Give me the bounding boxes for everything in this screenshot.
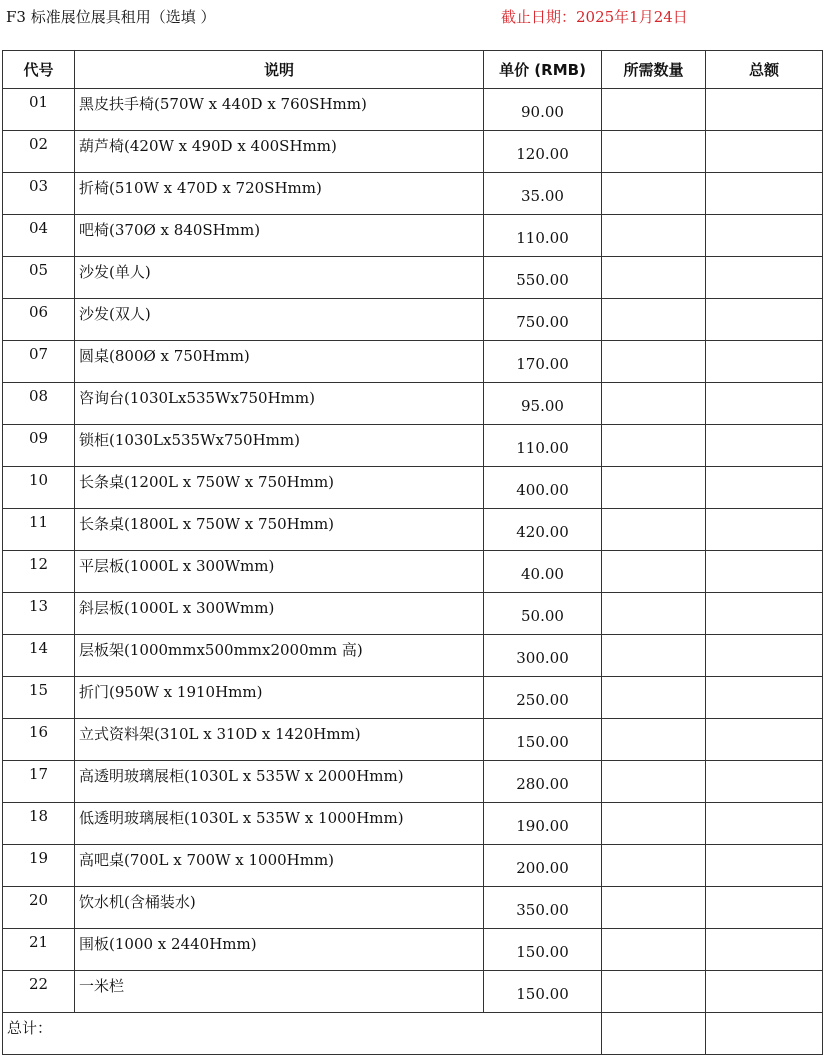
item-description: 锁柜(1030Lx535Wx750Hmm): [75, 425, 484, 467]
item-code: 14: [3, 635, 75, 677]
item-description: 平层板(1000L x 300Wmm): [75, 551, 484, 593]
item-unit-price: 95.00: [484, 383, 602, 425]
item-quantity-cell[interactable]: [602, 677, 706, 719]
item-code: 08: [3, 383, 75, 425]
item-description: 一米栏: [75, 971, 484, 1013]
table-body: [3, 89, 823, 1013]
item-code: 16: [3, 719, 75, 761]
item-description: 折椅(510W x 470D x 720SHmm): [75, 173, 484, 215]
item-description: 围板(1000 x 2440Hmm): [75, 929, 484, 971]
item-amount-cell[interactable]: [706, 341, 823, 383]
total-row: [3, 1013, 823, 1055]
item-code: 21: [3, 929, 75, 971]
item-description: 斜层板(1000L x 300Wmm): [75, 593, 484, 635]
item-code: 18: [3, 803, 75, 845]
item-quantity-cell[interactable]: [602, 131, 706, 173]
item-code: 20: [3, 887, 75, 929]
item-code: 15: [3, 677, 75, 719]
item-description: 咨询台(1030Lx535Wx750Hmm): [75, 383, 484, 425]
item-amount-cell[interactable]: [706, 635, 823, 677]
table-row: [3, 551, 823, 593]
item-unit-price: 280.00: [484, 761, 602, 803]
item-code: 19: [3, 845, 75, 887]
item-description: 长条桌(1200L x 750W x 750Hmm): [75, 467, 484, 509]
table-row: [3, 593, 823, 635]
item-description: 饮水机(含桶装水): [75, 887, 484, 929]
item-amount-cell[interactable]: [706, 89, 823, 131]
column-header-code: 代号: [3, 51, 75, 89]
item-unit-price: 50.00: [484, 593, 602, 635]
item-quantity-cell[interactable]: [602, 299, 706, 341]
item-amount-cell[interactable]: [706, 257, 823, 299]
item-code: 10: [3, 467, 75, 509]
item-unit-price: 150.00: [484, 929, 602, 971]
item-unit-price: 40.00: [484, 551, 602, 593]
column-header-unit-price: 单价 (RMB): [484, 51, 602, 89]
item-code: 07: [3, 341, 75, 383]
item-amount-cell[interactable]: [706, 551, 823, 593]
rental-table: [2, 50, 823, 1055]
item-code: 22: [3, 971, 75, 1013]
table-row: [3, 929, 823, 971]
item-description: 立式资料架(310L x 310D x 1420Hmm): [75, 719, 484, 761]
item-unit-price: 400.00: [484, 467, 602, 509]
item-amount-cell[interactable]: [706, 215, 823, 257]
table-row: [3, 425, 823, 467]
item-unit-price: 300.00: [484, 635, 602, 677]
total-quantity-cell[interactable]: [602, 1013, 706, 1055]
item-unit-price: 110.00: [484, 425, 602, 467]
item-code: 05: [3, 257, 75, 299]
table-row: [3, 467, 823, 509]
item-quantity-cell[interactable]: [602, 89, 706, 131]
form-title: F3 标准展位展具租用（选填 ）: [6, 8, 216, 26]
column-header-amount: 总额: [706, 51, 823, 89]
item-amount-cell[interactable]: [706, 971, 823, 1013]
item-description: 沙发(单人): [75, 257, 484, 299]
item-quantity-cell[interactable]: [602, 173, 706, 215]
item-amount-cell[interactable]: [706, 845, 823, 887]
total-amount-cell[interactable]: [706, 1013, 823, 1055]
item-amount-cell[interactable]: [706, 929, 823, 971]
item-quantity-cell[interactable]: [602, 383, 706, 425]
item-unit-price: 420.00: [484, 509, 602, 551]
item-unit-price: 150.00: [484, 719, 602, 761]
item-quantity-cell[interactable]: [602, 257, 706, 299]
item-code: 11: [3, 509, 75, 551]
deadline-text: 截止日期：2025年1月24日: [501, 8, 688, 26]
item-description: 吧椅(370Ø x 840SHmm): [75, 215, 484, 257]
item-quantity-cell[interactable]: [602, 593, 706, 635]
item-unit-price: 170.00: [484, 341, 602, 383]
item-unit-price: 750.00: [484, 299, 602, 341]
item-description: 折门(950W x 1910Hmm): [75, 677, 484, 719]
item-code: 17: [3, 761, 75, 803]
item-quantity-cell[interactable]: [602, 215, 706, 257]
item-quantity-cell[interactable]: [602, 803, 706, 845]
item-quantity-cell[interactable]: [602, 635, 706, 677]
item-unit-price: 200.00: [484, 845, 602, 887]
table-row: [3, 971, 823, 1013]
item-amount-cell[interactable]: [706, 299, 823, 341]
table-row: [3, 719, 823, 761]
item-code: 02: [3, 131, 75, 173]
item-description: 低透明玻璃展柜(1030L x 535W x 1000Hmm): [75, 803, 484, 845]
item-amount-cell[interactable]: [706, 803, 823, 845]
item-quantity-cell[interactable]: [602, 845, 706, 887]
table-row: [3, 299, 823, 341]
item-quantity-cell[interactable]: [602, 509, 706, 551]
item-quantity-cell[interactable]: [602, 467, 706, 509]
item-unit-price: 120.00: [484, 131, 602, 173]
item-quantity-cell[interactable]: [602, 761, 706, 803]
item-quantity-cell[interactable]: [602, 971, 706, 1013]
item-amount-cell[interactable]: [706, 677, 823, 719]
item-quantity-cell[interactable]: [602, 425, 706, 467]
table-row: [3, 257, 823, 299]
table-row: [3, 131, 823, 173]
item-amount-cell[interactable]: [706, 761, 823, 803]
item-amount-cell[interactable]: [706, 887, 823, 929]
item-description: 高透明玻璃展柜(1030L x 535W x 2000Hmm): [75, 761, 484, 803]
item-description: 圆桌(800Ø x 750Hmm): [75, 341, 484, 383]
table-row: [3, 887, 823, 929]
item-unit-price: 350.00: [484, 887, 602, 929]
column-header-description: 说明: [75, 51, 484, 89]
item-unit-price: 250.00: [484, 677, 602, 719]
item-unit-price: 550.00: [484, 257, 602, 299]
item-code: 03: [3, 173, 75, 215]
item-code: 06: [3, 299, 75, 341]
item-amount-cell[interactable]: [706, 467, 823, 509]
item-unit-price: 90.00: [484, 89, 602, 131]
item-description: 高吧桌(700L x 700W x 1000Hmm): [75, 845, 484, 887]
item-amount-cell[interactable]: [706, 131, 823, 173]
table-row: [3, 173, 823, 215]
table-row: [3, 215, 823, 257]
item-quantity-cell[interactable]: [602, 887, 706, 929]
item-code: 12: [3, 551, 75, 593]
item-amount-cell[interactable]: [706, 425, 823, 467]
item-description: 层板架(1000mmx500mmx2000mm 高): [75, 635, 484, 677]
item-description: 黑皮扶手椅(570W x 440D x 760SHmm): [75, 89, 484, 131]
column-header-quantity: 所需数量: [602, 51, 706, 89]
table-row: [3, 677, 823, 719]
item-unit-price: 110.00: [484, 215, 602, 257]
item-description: 葫芦椅(420W x 490D x 400SHmm): [75, 131, 484, 173]
item-quantity-cell[interactable]: [602, 341, 706, 383]
item-unit-price: 150.00: [484, 971, 602, 1013]
table-row: [3, 341, 823, 383]
item-amount-cell[interactable]: [706, 509, 823, 551]
item-code: 09: [3, 425, 75, 467]
table-header-row: [3, 51, 823, 89]
item-code: 01: [3, 89, 75, 131]
table-row: [3, 383, 823, 425]
item-description: 长条桌(1800L x 750W x 750Hmm): [75, 509, 484, 551]
table-row: [3, 761, 823, 803]
item-code: 04: [3, 215, 75, 257]
item-amount-cell[interactable]: [706, 383, 823, 425]
table-row: [3, 509, 823, 551]
item-amount-cell[interactable]: [706, 719, 823, 761]
item-amount-cell[interactable]: [706, 593, 823, 635]
item-description: 沙发(双人): [75, 299, 484, 341]
item-unit-price: 35.00: [484, 173, 602, 215]
total-label: 总计：: [3, 1013, 602, 1055]
item-code: 13: [3, 593, 75, 635]
item-quantity-cell[interactable]: [602, 719, 706, 761]
item-quantity-cell[interactable]: [602, 929, 706, 971]
item-unit-price: 190.00: [484, 803, 602, 845]
item-amount-cell[interactable]: [706, 173, 823, 215]
table-row: [3, 89, 823, 131]
item-quantity-cell[interactable]: [602, 551, 706, 593]
table-row: [3, 845, 823, 887]
table-row: [3, 803, 823, 845]
table-row: [3, 635, 823, 677]
